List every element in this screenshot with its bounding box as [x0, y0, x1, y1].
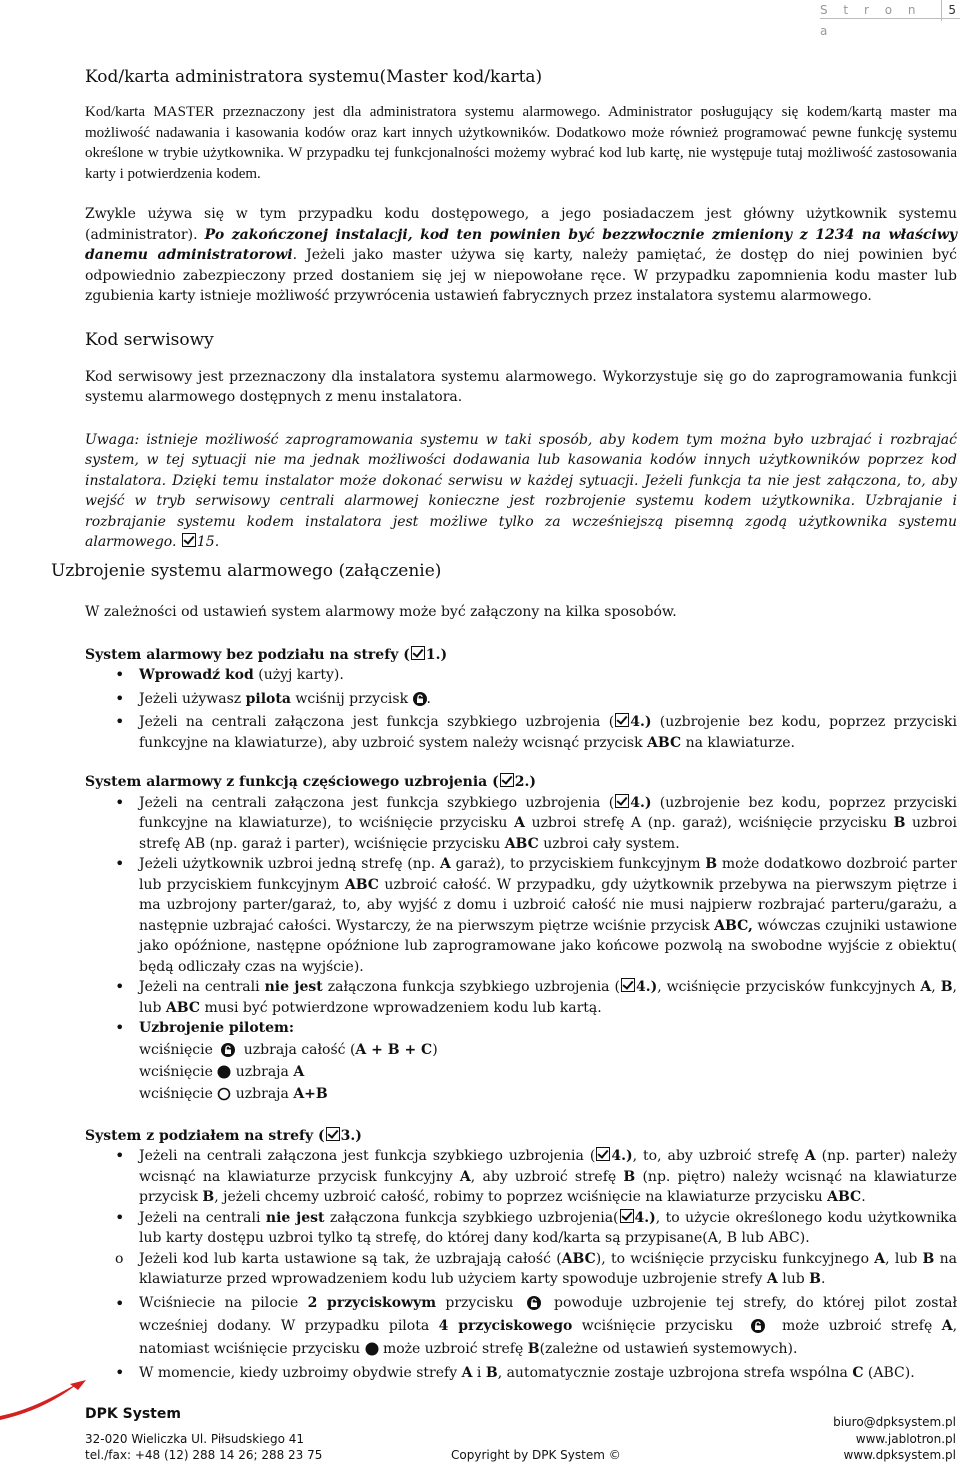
list-no-zones [85, 665, 957, 753]
arming-body [85, 602, 957, 1383]
padlock-icon [413, 692, 427, 706]
dpk-logo-swoosh [0, 1380, 90, 1420]
padlock-icon [527, 1296, 541, 1310]
list-zones [85, 1146, 957, 1383]
reference-check-icon [615, 713, 629, 727]
subsection-no-zones: System alarmowy bez podziału na strefy ( 1.) [85, 646, 448, 663]
reference-check-icon [615, 794, 629, 808]
list-item: • Uzbrojenie pilotem: [85, 1018, 957, 1039]
reference-check-icon [411, 646, 425, 660]
master-paragraph-1: Kod/karta MASTER przeznaczony jest dla administratora systemu alarmowego. Administrator posługujący się kodem/kartą master ma możliwość nadawania i kasowania kodów oraz kart innych użytkowników. Dodatkowo może również programować pewne funkcję systemu określone w trybie użytkownika. W przypadku tej funkcjonalności możemy wybrać kod lub kartę, nie występuje tutaj możliwość zastosowania karty i potwierdzenia kodem. [85, 104, 957, 182]
section-title-master: Kod/karta administratora systemu(Master kod/karta) [85, 67, 543, 87]
list-item: o Jeżeli kod lub karta ustawione są tak, że uzbrajają całość (ABC), to wciśnięcie przycisku funkcyjnego A, lub B na klawiaturze przed wprowadzeniem kodu lub użyciem karty spowoduje uzbrojenie strefy A lub B. [85, 1249, 957, 1290]
footer-web-jablotron: www.jablotron.pl [855, 1432, 956, 1446]
footer-logo: DPK System [85, 1406, 181, 1422]
master-paragraph-2: Zwykle używa się w tym przypadku kodu dostępowego, a jego posiadaczem jest główny użytkownik systemu (administrator). Po zakończonej instalacji, kod ten powinien być bezzwłocznie zmieniony z 1234 na właściwy danemu administratorowi. Jeżeli jako master używa się karty, należy pamiętać, że dostęp do niej powinien być odpowiednio zabezpieczony przed dostaniem się jej w niepowołane ręce. W przypadku zapomnienia kodu master lub zgubienia karty istnieje możliwość przywrócenia ustawień fabrycznych przez instalatora systemu alarmowego. [85, 206, 958, 304]
reference-check-icon [596, 1147, 610, 1161]
list-item: • Wciśniecie na pilocie 2 przyciskowym przycisku powoduje uzbrojenie tej strefy, do której pilot został wcześniej dodany. W przypadku pilota 4 przyciskowego wciśnięcie przycisku może uzbroić strefę A, natomiast wciśnięcie przycisku może uzbroić strefę B(zależne od ustawień systemowych). [85, 1292, 957, 1361]
footer-address: 32-020 Wieliczka Ul. Piłsudskiego 41 [85, 1432, 305, 1446]
subsection-partial: System alarmowy z funkcją częściowego uzbrojenia ( 2.) [85, 774, 537, 790]
service-note: Uwaga: istnieje możliwość zaprogramowania systemu w taki sposób, aby kodem tym można było uzbrajać i rozbrajać system, w tej sytuacji nie ma jednak możliwości dodawania lub kasowania kodów innych użytkowników poprzez kod instalatora. Dzięki temu instalator może dokonać serwisu w każdej sytuacji. Jeżeli funkcja ta nie jest załączona, to, aby wejść w tryb serwisowy centrali alarmowej konieczne jest rozbrojenie systemu kodem użytkownika. Uzbrajanie i rozbrajanie systemu kodem instalatora jest możliwe tylko za wcześniejszą pisemną zgodą użytkownika systemu alarmowego. 15. [85, 431, 957, 550]
service-paragraph: Kod serwisowy jest przeznaczony dla instalatora systemu alarmowego. Wykorzystuje się go do zaprogramowania funkcji systemu alarmowego dostępnych z menu instalatora. [85, 368, 957, 405]
reference-check-icon [500, 773, 514, 787]
list-item: • Jeżeli na centrali załączona jest funkcja szybkiego uzbrojenia ( 4.), to, aby uzbroić strefę A (np. parter) należy wcisnąć na klawiaturze przycisk funkcyjny A, aby uzbroić strefę B (np. piętro) należy wcisnąć na klawiaturze przycisk B, jeżeli chcemy uzbroić całość, robimy to poprzez wciśnięcie na klawiaturze przycisku ABC. [85, 1146, 957, 1208]
footer-copyright: Copyright by DPK System © [451, 1448, 621, 1462]
list-partial [85, 793, 957, 1039]
list-item: • Jeżeli na centrali nie jest załączona funkcja szybkiego uzbrojenia( 4.), to użycie określonego kodu użytkownika lub karty dostępu uzbroi tylko tą strefę, do której dany kod/karta są przypisane(A, B lub ABC). [85, 1208, 957, 1249]
master-warning: Po zakończonej instalacji, kod ten powinien być bezzwłocznie zmieniony z 1234 na właściwy danemu administratorowi [85, 226, 958, 263]
page-footer [0, 1380, 960, 1461]
reference-check-icon [620, 1209, 634, 1223]
section-title-arming: Uzbrojenie systemu alarmowego (załączenie) [51, 561, 442, 581]
footer-phone: tel./fax: +48 (12) 288 14 26; 288 23 75 [85, 1448, 323, 1462]
list-item: • Jeżeli na centrali nie jest załączona funkcja szybkiego uzbrojenia ( 4.), wciśnięcie przycisków funkcyjnych A, B, lub ABC musi być potwierdzone wprowadzeniem kodu lub kartą. [85, 977, 957, 1018]
reference-check-icon [182, 533, 196, 547]
list-item: • Jeżeli na centrali załączona jest funkcja szybkiego uzbrojenia ( 4.) (uzbrojenie bez kodu, poprzez przyciski funkcyjne na klawiaturze), aby uzbroić system należy wcisnąć przycisk ABC na klawiaturze. [85, 712, 957, 753]
section-title-service: Kod serwisowy [85, 329, 214, 350]
footer-email: biuro@dpksystem.pl [833, 1415, 956, 1429]
footer-web-dpk: www.dpksystem.pl [843, 1448, 956, 1462]
page-number: 5 [941, 0, 956, 21]
reference-check-icon [326, 1127, 340, 1141]
list-item: • Jeżeli na centrali załączona jest funkcja szybkiego uzbrojenia ( 4.) (uzbrojenie bez kodu, poprzez przyciski funkcyjne na klawiaturze), to wciśnięcie przycisku A uzbroi strefę A (np. garaż), wciśnięcie przycisku B uzbroi strefę AB (np. garaż i parter), wciśnięcie przycisku ABC uzbroi cały system. [85, 793, 957, 855]
filled-circle-icon [217, 1065, 231, 1079]
list-item: • Wprowadź kod (użyj karty). [85, 665, 957, 686]
document-body [85, 66, 957, 553]
page-word: S t r o n a [820, 3, 922, 38]
reference-check-icon [621, 978, 635, 992]
arming-intro: W zależności od ustawień system alarmowy może być załączony na kilka sposobów. [85, 604, 677, 620]
list-item: • Jeżeli używasz pilota wciśnij przycisk . [85, 689, 957, 710]
list-item: • Jeżeli użytkownik uzbroi jedną strefę (np. A garaż), to przyciskiem funkcyjnym B może dodatkowo dozbroić parter lub przyciskiem funkcyjnym ABC uzbroić całość. W przypadku, gdy użytkownik przebywa na pierwszym piętrze i ma uzbrojony parter/garaż, to, aby wyjść z domu i uzbroić całość nie musi najpierw rozbrajać parteru/garażu, a następnie uzbrajać całości. Wystarczy, że na pierwszym piętrze wciśnie przycisk ABC, wówczas czujniki ustawione jako opóźnione, następne opóźnione lub zaprogramowane jako końcowe pozwolą na swobodne wyjście z obiektu( będą odliczały czas na wyjście). [85, 854, 957, 977]
filled-circle-icon [365, 1342, 379, 1356]
padlock-icon [221, 1043, 235, 1057]
header-rule [820, 18, 960, 19]
empty-circle-icon [217, 1087, 231, 1101]
page-header [820, 0, 960, 38]
remote-arming: wciśnięcie uzbraja całość (A + B + C) wciśnięcie uzbraja A wciśnięcie uzbraja A+B [139, 1041, 438, 1102]
list-item: • W momencie, kiedy uzbroimy obydwie strefy A i B, automatycznie zostaje uzbrojona strefa wspólna C (ABC). [85, 1363, 957, 1384]
padlock-icon [751, 1319, 765, 1333]
subsection-zones: System z podziałem na strefy ( 3.) [85, 1127, 362, 1144]
